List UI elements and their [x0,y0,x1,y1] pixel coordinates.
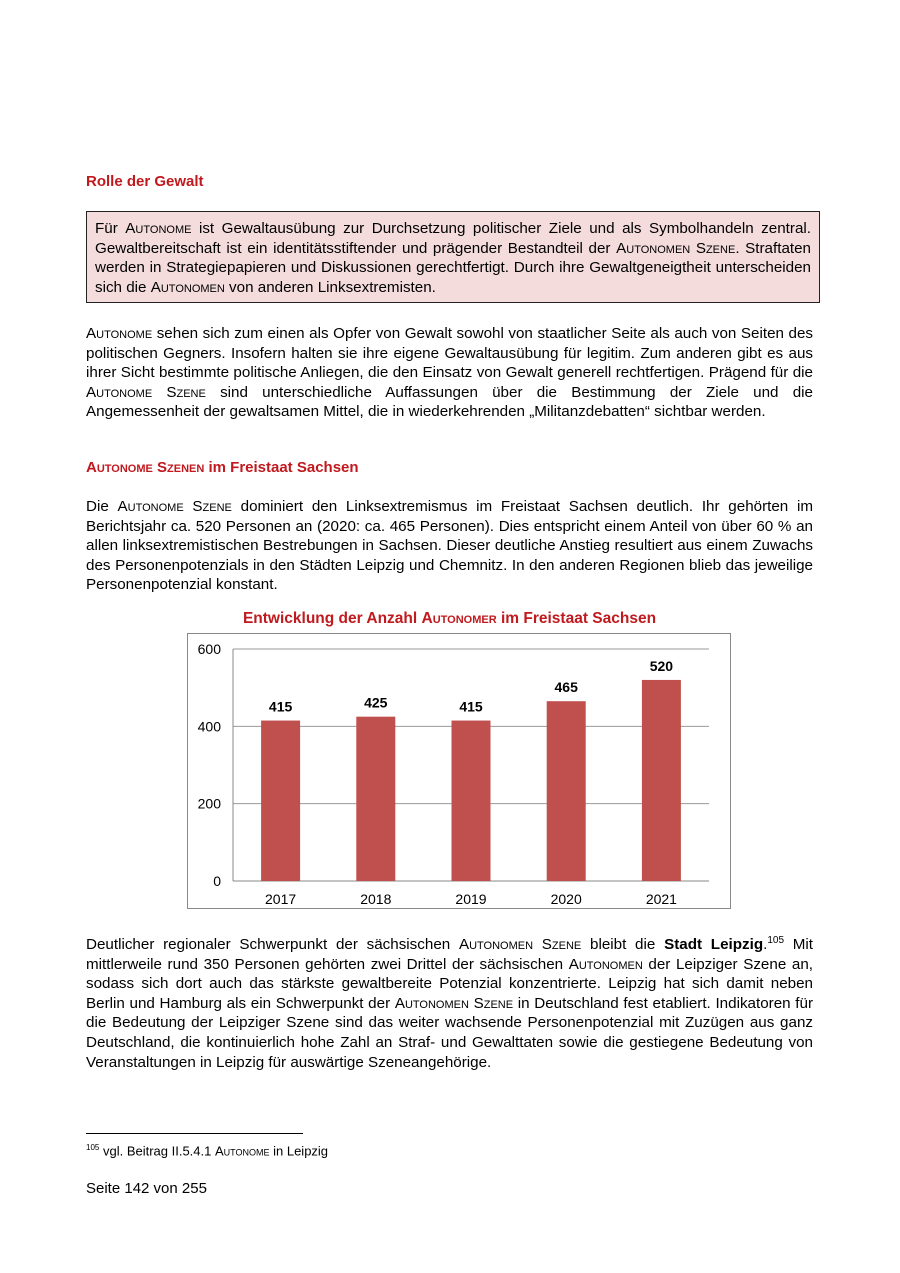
footnote: $^{105}$ vgl. Beitrag II.5.4.1 Autonome in Leipzig [86,1143,329,1159]
page-number: Seite 142 von 255 [86,1180,207,1197]
y-tick-label: 200 [197,795,221,812]
bar [356,717,395,881]
y-tick-label: 400 [197,718,221,735]
footnote-reference[interactable]: 105 [767,934,785,946]
data-label: 465 [554,679,578,696]
paragraph-rolle-body: Autonome sehen sich zum einen als Opfer von Gewalt sowohl von staatlicher Seite als auch von Seiten des politischen Gegners. Insofern halten sie ihre eigene Gewaltausübung für legitim. Zum anderen gibt es aus ihrer Sicht bestimmte politische Anliegen, die den Einsatz von Gewalt generell rechtfertigen. Prägend für die Autonome Szene sind unterschiedliche Auffassungen über die Bestimmung der Ziele und die Angemessenheit der gewaltsamen Mittel, die in wiederkehrenden „Militanzdebatten“ sichtbar werden. [86,325,813,421]
bar-chart [187,633,731,909]
data-label: 520 [649,657,674,674]
x-tick-label: 2021 [645,891,677,907]
data-label: 425 [364,694,388,711]
footnote-divider [86,1133,303,1134]
x-tick-label: 2019 [455,891,487,907]
summary-text: Für Autonome ist Gewaltausübung zur Durchsetzung politischer Ziele und als Symbolhandeln zentral. Gewaltbereitschaft ist ein identitätsstiftender und prägender Bestandteil der Autonomen Szene. Straftaten werden in Strategiepapieren und Diskussionen gerechtfertigt. Durch ihre Gewaltgeneigtheit unterscheiden sich die Autonomen von anderen Linksextremisten. [95,220,812,296]
section-heading-rolle-der-gewalt: Rolle der Gewalt [86,173,204,190]
bar [642,680,681,881]
x-tick-label: 2020 [550,891,582,907]
bar [261,721,300,881]
x-tick-label: 2017 [265,891,297,907]
chart-title: Entwicklung der Anzahl Autonomer im Freistaat Sachsen [242,610,657,627]
paragraph-szenen-body: Die Autonome Szene dominiert den Linksextremismus im Freistaat Sachsen deutlich. Ihr gehörten im Berichtsjahr ca. 520 Personen an (2020: ca. 465 Personen). Dies entspricht einem Anteil von über 60 % an allen linksextremistischen Bestrebungen in Sachsen. Dieser deutliche Anstieg resultiert aus einem Zuwachs des Personenpotenzials in den Städten Leipzig und Chemnitz. In den anderen Regionen blieb das jeweilige Personenpotenzial konstant. [86,498,814,594]
x-tick-label: 2018 [360,891,392,907]
y-tick-label: 600 [197,641,221,657]
section-heading-autonome-szenen: Autonome Szenen im Freistaat Sachsen [86,459,359,476]
data-label: 415 [268,698,293,715]
paragraph-leipzig: Deutlicher regionaler Schwerpunkt der sächsischen Autonomen Szene bleibt die Stadt Leipzig.$^{105}$ Mit mittlerweile rund 350 Personen gehörten zwei Drittel der sächsischen Autonomen der Leipziger Szene an, sodass sich dort auch das stärkste gewaltbereite Potenzial konzentrierte. Leipzig hat sich damit neben Berlin und Hamburg als ein Schwerpunkt der Autonomen Szene in Deutschland fest etabliert. Indikatoren für die Bedeutung der Leipziger Szene sind das weiter wachsende Personenpotenzial mit Zuzügen aus ganz Deutschland, die kontinuierlich hohe Zahl an Straf- und Gewalttaten sowie die gestiegene Bedeutung von Veranstaltungen in Leipzig für auswärtige Szeneangehörige. [86,934,814,1071]
summary-box [86,211,820,303]
bar [452,721,491,881]
y-tick-label: 0 [213,873,221,889]
bar [547,701,586,881]
data-label: 415 [459,698,483,715]
